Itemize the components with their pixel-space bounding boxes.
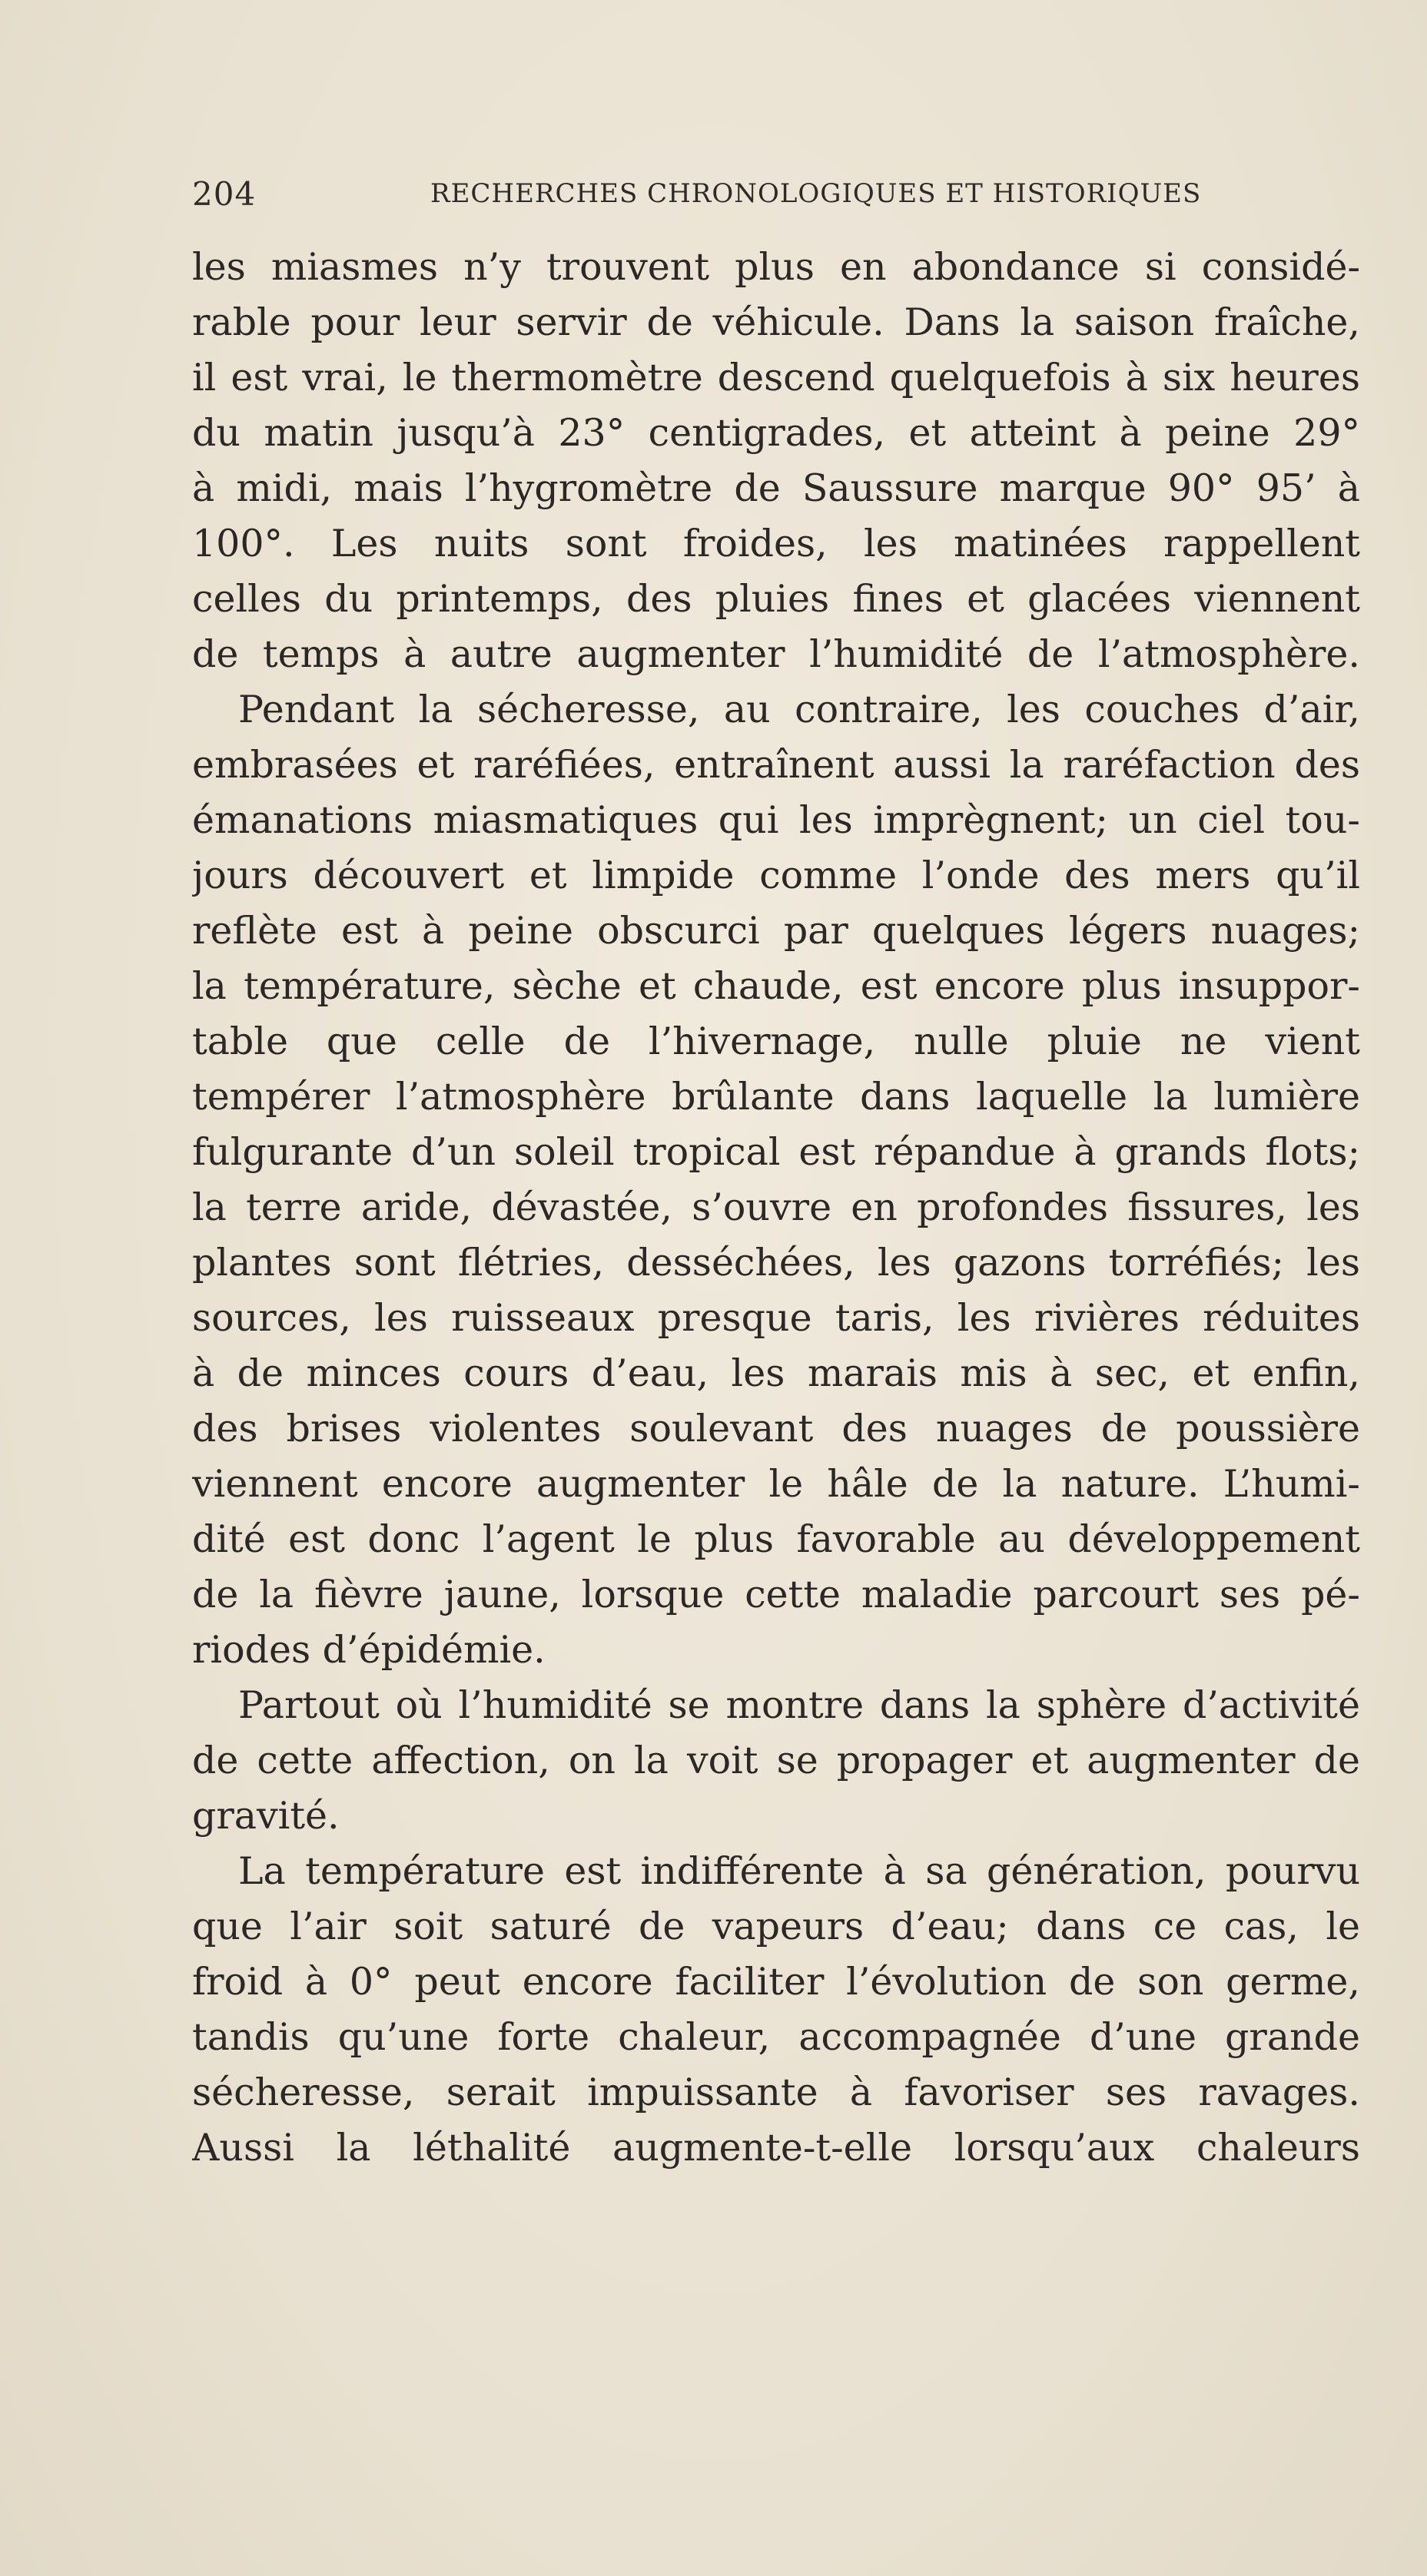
text-line: jours découvert et limpide comme l’onde des mers qu’il [192,854,1360,897]
text-line: gravité. [192,1794,340,1838]
text-line: de temps à autre augmenter l’humidité de l’atmosphère. [192,632,1360,676]
text-line: les miasmes n’y trouvent plus en abondance si considé- [192,245,1360,289]
text-line: tempérer l’atmosphère brûlante dans laquelle la lumière [192,1075,1360,1119]
text-line: il est vrai, le thermomètre descend quelquefois à six heures [192,356,1360,399]
text-line: tandis qu’une forte chaleur, accompagnée d’une grande [192,2015,1360,2059]
text-line: reflète est à peine obscurci par quelques légers nuages; [192,909,1360,953]
text-line: que l’air soit saturé de vapeurs d’eau; dans ce cas, le [192,1905,1360,1948]
text-line: à de minces cours d’eau, les marais mis à sec, et enfin, [192,1351,1360,1395]
text-line: froid à 0° peut encore faciliter l’évolution de son germe, [192,1960,1360,2004]
text-line: embrasées et raréfiées, entraînent aussi la raréfaction des [192,743,1360,787]
text-line: la terre aride, dévastée, s’ouvre en profondes fissures, les [192,1185,1360,1229]
text-line: émanations miasmatiques qui les imprègnent; un ciel tou- [192,798,1360,842]
text-line: plantes sont flétries, desséchées, les gazons torréfiés; les [192,1241,1360,1285]
text-line: sources, les ruisseaux presque taris, les rivières réduites [192,1296,1360,1340]
text-line: Pendant la sécheresse, au contraire, les couches d’air, [238,688,1360,731]
body-text [192,240,1360,2176]
text-line: 100°. Les nuits sont froides, les matinées rappellent [192,522,1360,565]
page-header [192,169,1360,215]
page-number: 204 [192,175,257,213]
text-line: de cette affection, on la voit se propager et augmenter de [192,1739,1360,1782]
text-line: fulgurante d’un soleil tropical est répandue à grands flots; [192,1130,1360,1174]
text-line: dité est donc l’agent le plus favorable au développement [192,1517,1360,1561]
text-line: viennent encore augmenter le hâle de la nature. L’humi- [192,1462,1360,1506]
book-page [192,169,1360,2243]
text-line: Aussi la léthalité augmente-t-elle lorsqu’aux chaleurs [192,2126,1360,2170]
text-line: Partout où l’humidité se montre dans la sphère d’activité [238,1683,1360,1727]
text-line: riodes d’épidémie. [192,1628,546,1672]
text-line: La température est indifférente à sa génération, pourvu [238,1849,1360,1893]
running-head: RECHERCHES CHRONOLOGIQUES ET HISTORIQUES [430,178,1202,209]
text-line: des brises violentes soulevant des nuages de poussière [192,1407,1360,1450]
text-line: rable pour leur servir de véhicule. Dans la saison fraîche, [192,300,1360,344]
text-line: à midi, mais l’hygromètre de Saussure marque 90° 95’ à [192,466,1360,510]
text-line: table que celle de l’hivernage, nulle pluie ne vient [192,1019,1360,1063]
text-line: du matin jusqu’à 23° centigrades, et atteint à peine 29° [192,411,1360,455]
text-line: celles du printemps, des pluies fines et glacées viennent [192,577,1360,621]
text-line: la température, sèche et chaude, est encore plus insuppor- [192,964,1360,1008]
text-line: de la fièvre jaune, lorsque cette maladie parcourt ses pé- [192,1573,1360,1616]
text-line: sécheresse, serait impuissante à favoriser ses ravages. [192,2070,1360,2114]
